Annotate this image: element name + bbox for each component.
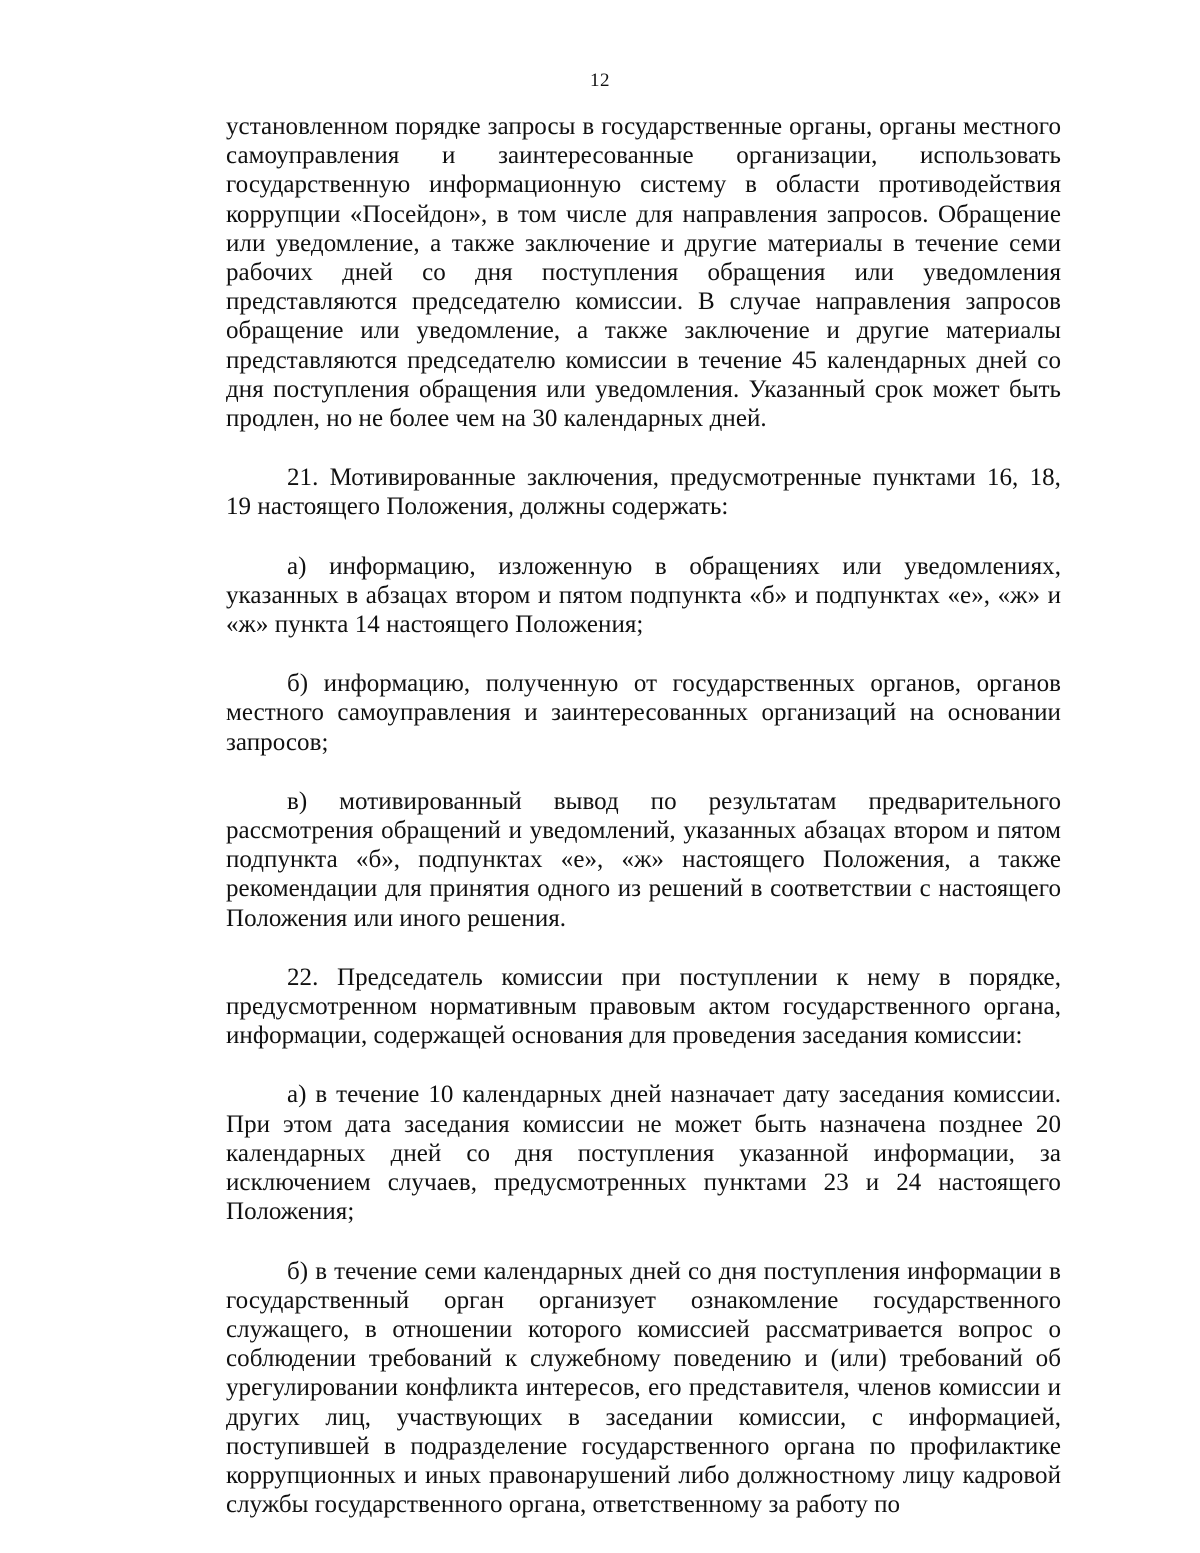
paragraph-continuation: установленном порядке запросы в государственные органы, органы местного самоуправления и заинтересованные организации, использовать государственную информационную систему в области противодействия коррупции «Посейдон», в том числе для направления запросов. Обращение или уведомление, а также заключение и другие материалы в течение семи рабочих дней со дня поступления обращения или уведомления представляются председателю комиссии. В случае направления запросов обращение или уведомление, а также заключение и другие материалы представляются председателю комиссии в течение 45 календарных дней со дня поступления обращения или уведомления. Указанный срок может быть продлен, но не более чем на 30 календарных дней. — [226, 113, 1061, 433]
paragraph-22: 22. Председатель комиссии при поступлении к нему в порядке, предусмотренном нормативным правовым актом государственного органа, информации, содержащей основания для проведения заседания комиссии: — [226, 963, 1061, 1050]
paragraph-22-a: а) в течение 10 календарных дней назначает дату заседания комиссии. При этом дата заседания комиссии не может быть назначена позднее 20 календарных дней со дня поступления указанной информации, за исключением случаев, предусмотренных пунктами 23 и 24 настоящего Положения; — [226, 1081, 1061, 1226]
paragraph-21-a: а) информацию, изложенную в обращениях или уведомлениях, указанных в абзацах втором и пятом подпункта «б» и подпунктах «е», «ж» и «ж» пункта 14 настоящего Положения; — [226, 552, 1061, 639]
paragraph-21-b: б) информацию, полученную от государственных органов, органов местного самоуправления и заинтересованных организаций на основании запросов; — [226, 670, 1061, 756]
document-body — [226, 112, 1061, 1519]
page-number: 12 — [590, 70, 610, 91]
paragraph-21-v: в) мотивированный вывод по результатам предварительного рассмотрения обращений и уведомлений, указанных абзацах втором и пятом подпункта «б», подпунктах «е», «ж» настоящего Положения, а также рекомендации для принятия одного из решений в соответствии с настоящего Положения или иного решения. — [226, 787, 1061, 932]
paragraph-21: 21. Мотивированные заключения, предусмотренные пунктами 16, 18, 19 настоящего Положения, должны содержать: — [226, 464, 1061, 521]
paragraph-22-b: б) в течение семи календарных дней со дня поступления информации в государственный орган организует ознакомление государственного служащего, в отношении которого комиссией рассматривается вопрос о соблюдении требований к служебному поведению и (или) требований об урегулировании конфликта интересов, его представителя, членов комиссии и других лиц, участвующих в заседании комиссии, с информацией, поступившей в подразделение государственного органа по профилактике коррупционных и иных правонарушений либо должностному лицу кадровой службы государственного органа, ответственному за работу по — [226, 1257, 1061, 1519]
